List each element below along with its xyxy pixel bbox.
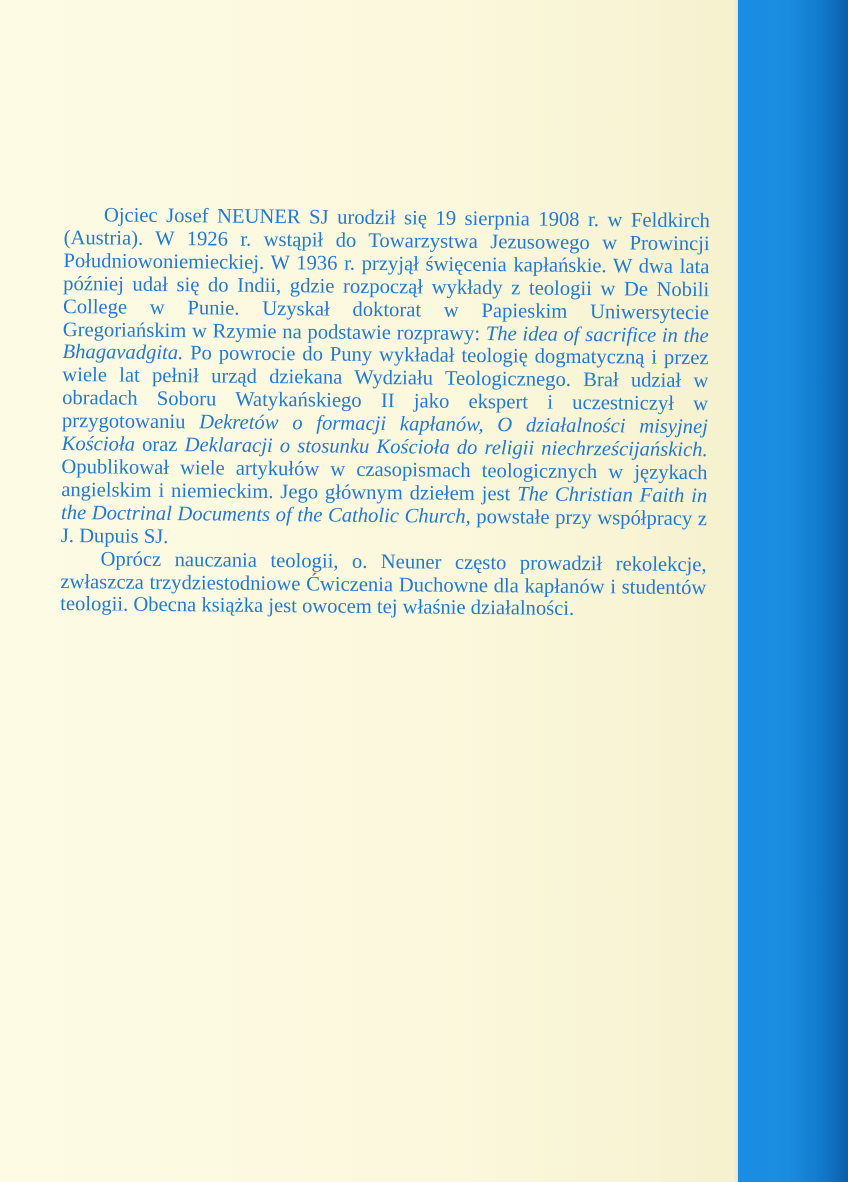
bio-text: Oprócz nauczania teologii, o. Neuner często prowadził rekolekcje, zwłaszcza trzydziestodniowe Ćwiczenia Duchowne dla kapłanów i studentów teologii. Obecna książka jest owocem tej właśnie działalności.	[60, 547, 707, 621]
title-main-work: The Christian Faith in the Doctrinal Documents of the Catholic Church,	[60, 483, 708, 528]
title-council-decrees: Dekretów o formacji kapłanów, O działalności misyjnej Kościoła	[61, 411, 708, 456]
title-thesis: The idea of sacrifice in the Bhagavadgita.	[62, 322, 709, 365]
biography-paragraph-1	[61, 204, 710, 554]
bio-text: Ojciec Josef NEUNER SJ urodził się 19 sierpnia 1908 r. w Feldkirch (Austria). W 1926 r. wstąpił do Towarzystwa Jezusowego w Prowincji Południowoniemieckiej. W 1936 r. przyjął święcenia kapłańskie. W dwa lata później udał się do Indii, gdzie rozpoczął wykłady z teologii w De Nobili College w Punie. Uzyskał doktorat w Papieskim Uniwersytecie Gregoriańskim w Rzymie na podstawie rozprawy:	[62, 204, 710, 345]
title-declaration: Deklaracji o stosunku Kościoła do religii niechrześcijańskich.	[184, 434, 708, 462]
bio-text: Po powrocie do Puny wykładał teologię dogmatyczną i przez wiele lat pełnił urząd dziekana Wydziału Teologicznego. Brał udział w obradach Soboru Watykańskiego II jako ekspert i uczestniczył w przygotowaniu	[61, 342, 709, 434]
bio-text: oraz	[134, 433, 185, 457]
blue-spine-band	[738, 0, 848, 1182]
bio-text: Opublikował wiele artykułów w czasopismach teologicznych w językach angielskim i niemieckim. Jego głównym dziełem jest	[61, 455, 708, 506]
bio-text: powstałe przy współpracy z J. Dupuis SJ.	[60, 505, 708, 548]
biography-paragraph-2	[60, 548, 707, 623]
author-biography	[60, 204, 710, 622]
